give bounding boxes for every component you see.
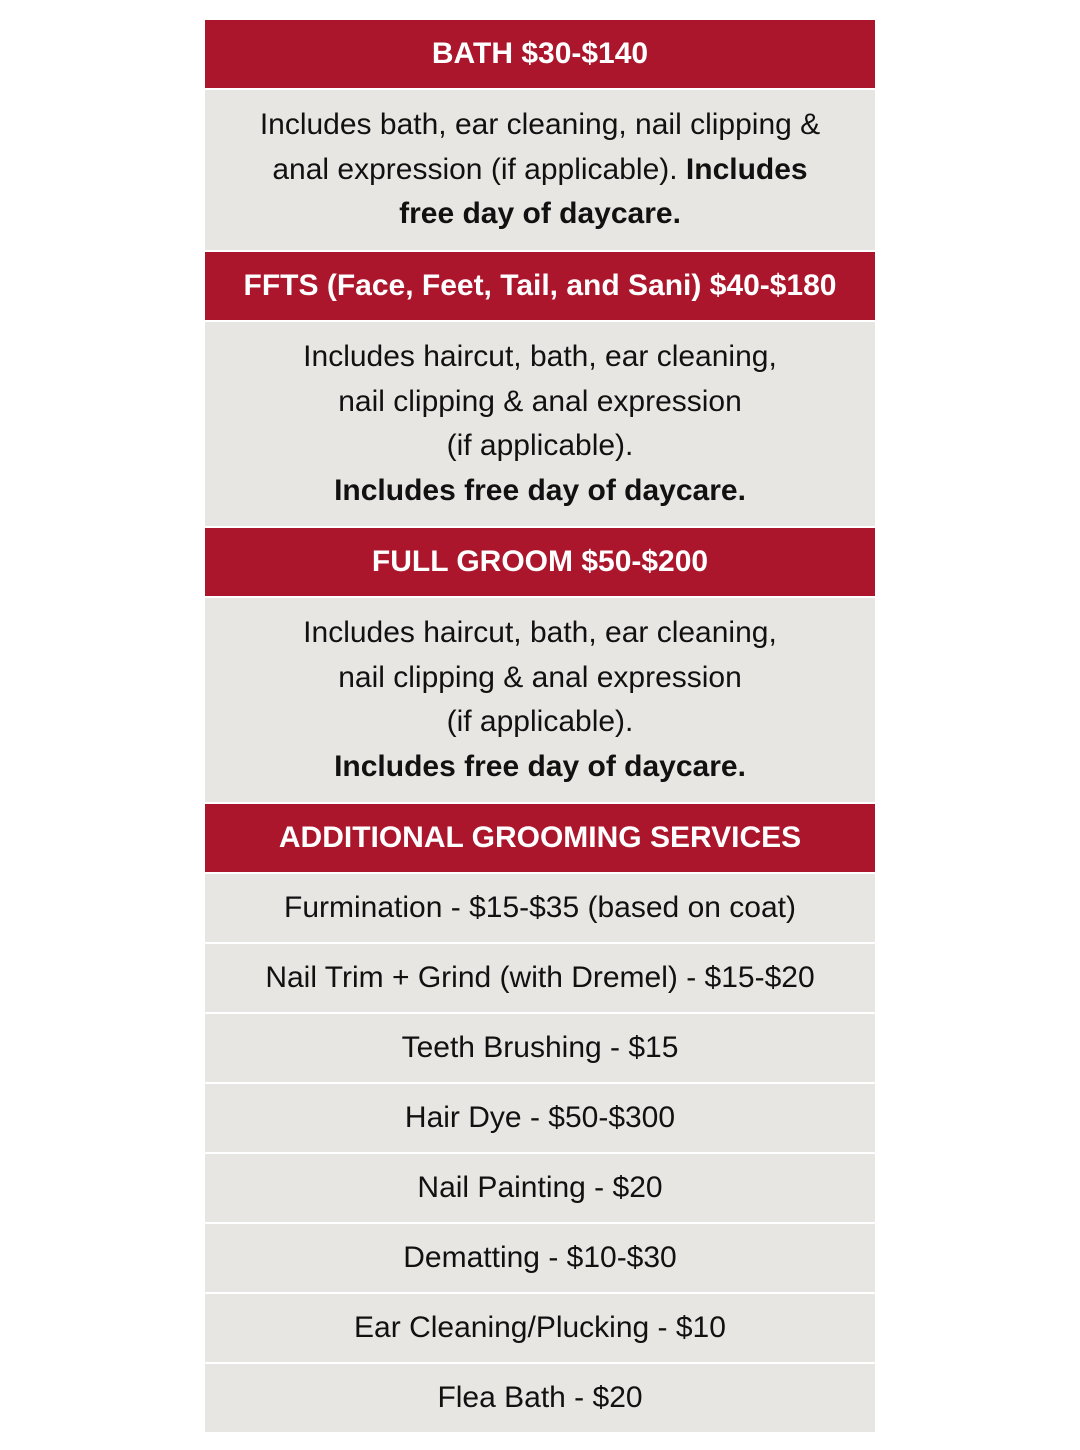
section-header-ffts: FFTS (Face, Feet, Tail, and Sani) $40-$180 — [205, 252, 875, 320]
pricing-table — [205, 20, 875, 1432]
service-row: Dematting - $10-$30 — [205, 1224, 875, 1292]
service-row: Ear Cleaning/Plucking - $10 — [205, 1294, 875, 1362]
desc-text: Includes haircut, bath, ear cleaning, — [303, 340, 777, 373]
desc-text: Includes haircut, bath, ear cleaning, — [303, 616, 777, 649]
desc-bold-text: Includes free day of daycare. — [334, 749, 746, 783]
service-row: Teeth Brushing - $15 — [205, 1014, 875, 1082]
section-header-bath: BATH $30-$140 — [205, 20, 875, 88]
service-row: Furmination - $15-$35 (based on coat) — [205, 874, 875, 942]
service-row: Hair Dye - $50-$300 — [205, 1084, 875, 1152]
desc-bold-text: Includes free day of daycare. — [334, 473, 746, 507]
desc-bold-text: Includes — [685, 152, 808, 186]
section-description-full-groom — [205, 598, 875, 802]
desc-text: nail clipping & anal expression — [338, 384, 742, 418]
section-header-full-groom: FULL GROOM $50-$200 — [205, 528, 875, 596]
desc-text: nail clipping & anal expression — [338, 660, 742, 694]
desc-bold-text: free day of daycare. — [399, 197, 681, 231]
desc-text: (if applicable). — [446, 705, 634, 738]
service-row: Nail Trim + Grind (with Dremel) - $15-$20 — [205, 944, 875, 1012]
section-description-bath — [205, 90, 875, 250]
desc-text: anal expression (if applicable). — [272, 152, 686, 186]
service-row: Nail Painting - $20 — [205, 1154, 875, 1222]
service-row: Flea Bath - $20 — [205, 1364, 875, 1432]
desc-text: (if applicable). — [446, 429, 634, 462]
desc-text: Includes bath, ear cleaning, nail clipping & — [259, 108, 821, 142]
section-header-additional: ADDITIONAL GROOMING SERVICES — [205, 804, 875, 872]
section-description-ffts — [205, 322, 875, 526]
